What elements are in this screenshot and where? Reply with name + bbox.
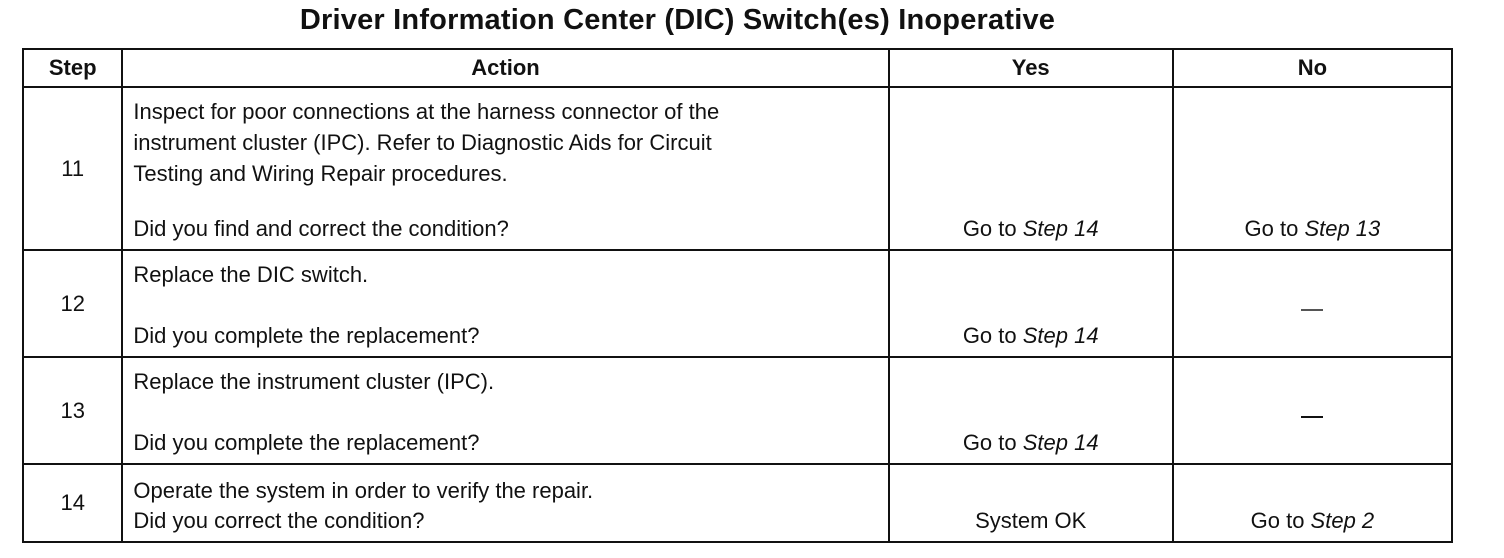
action-cell bbox=[122, 357, 888, 464]
action-question: Did you correct the condition? bbox=[133, 508, 425, 533]
table-row bbox=[23, 357, 1452, 464]
action-line: Inspect for poor connections at the harness connector of the bbox=[133, 99, 720, 124]
no-prefix: Go to bbox=[1244, 216, 1305, 241]
no-step-ref: Step 13 bbox=[1304, 216, 1381, 241]
table-header-row bbox=[23, 49, 1452, 87]
yes-cell bbox=[889, 357, 1173, 464]
action-line: instrument cluster (IPC). Refer to Diagnostic Aids for Circuit bbox=[133, 130, 712, 155]
action-cell bbox=[122, 250, 888, 357]
no-cell bbox=[1173, 250, 1452, 357]
no-prefix: Go to bbox=[1250, 508, 1311, 533]
no-cell bbox=[1173, 357, 1452, 464]
yes-result bbox=[890, 215, 1172, 243]
action-cell bbox=[122, 464, 888, 542]
step-number: 12 bbox=[23, 250, 122, 357]
yes-step-ref: Step 14 bbox=[1022, 216, 1099, 241]
yes-prefix: Go to bbox=[962, 323, 1023, 348]
table-row bbox=[23, 87, 1452, 250]
page-title: Driver Information Center (DIC) Switch(es) Inoperative bbox=[299, 4, 1056, 36]
action-line: Testing and Wiring Repair procedures. bbox=[133, 161, 508, 186]
table-row bbox=[23, 250, 1452, 357]
action-question: Did you complete the replacement? bbox=[133, 430, 480, 455]
column-header-action: Action bbox=[122, 49, 888, 87]
yes-cell bbox=[889, 87, 1173, 250]
column-header-step: Step bbox=[23, 49, 122, 87]
yes-result: System OK bbox=[975, 508, 1087, 533]
no-result bbox=[1174, 215, 1451, 243]
action-instructions bbox=[133, 366, 879, 397]
action-question: Did you complete the replacement? bbox=[133, 323, 480, 348]
no-cell bbox=[1173, 464, 1452, 542]
yes-result bbox=[890, 322, 1172, 350]
action-line: Replace the DIC switch. bbox=[133, 262, 369, 287]
table-row bbox=[23, 464, 1452, 542]
yes-step-ref: Step 14 bbox=[1022, 430, 1099, 455]
yes-cell bbox=[889, 250, 1173, 357]
yes-prefix: Go to bbox=[962, 216, 1023, 241]
yes-result bbox=[890, 429, 1172, 457]
yes-prefix: Go to bbox=[962, 430, 1023, 455]
no-cell bbox=[1173, 87, 1452, 250]
step-number: 14 bbox=[23, 464, 122, 542]
yes-step-ref: Step 14 bbox=[1022, 323, 1099, 348]
action-line: Operate the system in order to verify the repair. bbox=[133, 478, 594, 503]
diagnostic-table bbox=[22, 48, 1453, 543]
action-instructions bbox=[133, 475, 879, 506]
column-header-yes: Yes bbox=[889, 49, 1173, 87]
yes-cell bbox=[889, 464, 1173, 542]
step-number: 11 bbox=[23, 87, 122, 250]
no-result bbox=[1174, 398, 1451, 424]
action-instructions bbox=[133, 259, 879, 290]
action-cell bbox=[122, 87, 888, 250]
action-question: Did you find and correct the condition? bbox=[133, 216, 509, 241]
no-result bbox=[1174, 291, 1451, 317]
dash-icon bbox=[1301, 309, 1323, 311]
no-step-ref: Step 2 bbox=[1310, 508, 1375, 533]
action-instructions bbox=[133, 96, 879, 189]
step-number: 13 bbox=[23, 357, 122, 464]
column-header-no: No bbox=[1173, 49, 1452, 87]
dash-icon bbox=[1301, 416, 1323, 418]
no-result bbox=[1174, 507, 1451, 535]
action-line: Replace the instrument cluster (IPC). bbox=[133, 369, 495, 394]
